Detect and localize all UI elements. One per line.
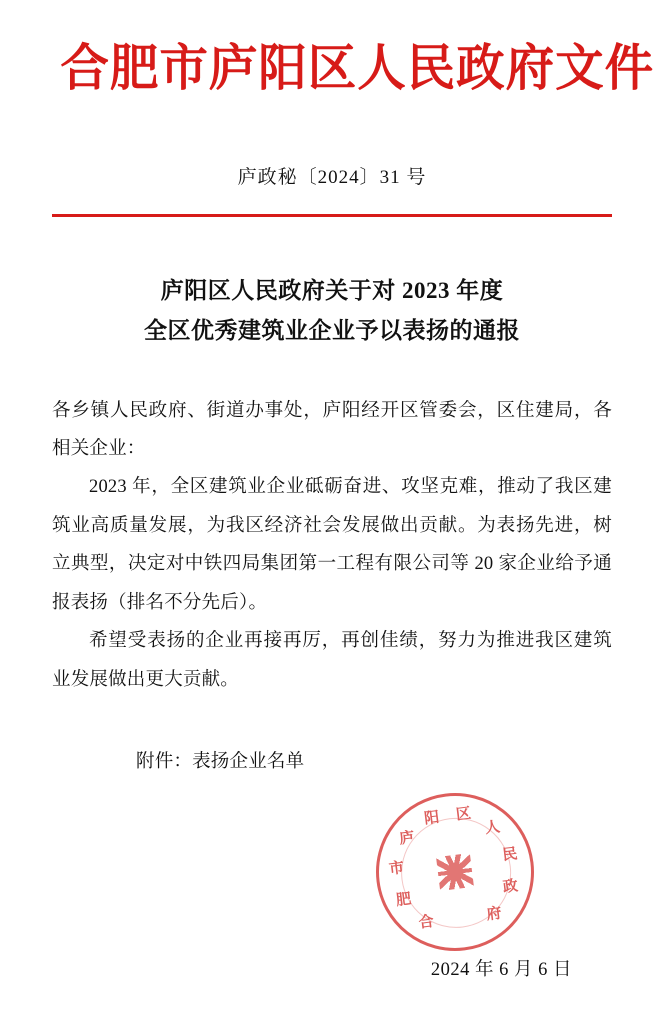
body-paragraph-closing: 希望受表扬的企业再接再厉，再创佳绩，努力为推进我区建筑业发展做出更大贡献。 bbox=[52, 631, 612, 690]
masthead bbox=[52, 38, 655, 97]
red-divider-rule bbox=[52, 214, 612, 217]
page-title bbox=[52, 271, 612, 352]
body-paragraph-addressees: 各乡镇人民政府、街道办事处，庐阳经开区管委会，区住建局，各相关企业： bbox=[52, 400, 612, 459]
document-number: 庐政秘〔2024〕31 号 bbox=[237, 167, 427, 188]
seal-text: 合 肥 市 庐 阳 区 人 民 政 府 bbox=[388, 805, 520, 932]
body-paragraph-main: 2023 年，全区建筑业企业砥砺奋进、攻坚克难，推动了我区建筑业高质量发展，为我区经济社会发展做出贡献。为表扬先进，树立典型，决定对中铁四局集团第一工程有限公司等 20 家企业给予通报表扬（排名不分先后）。 bbox=[52, 477, 612, 613]
page-title-line-1: 庐阳区人民政府关于对 2023 年度 bbox=[160, 278, 504, 303]
page-title-line-2: 全区优秀建筑业企业予以表扬的通报 bbox=[144, 318, 520, 344]
masthead-title: 合肥市庐阳区人民政府文件 bbox=[60, 38, 655, 97]
document-body bbox=[52, 392, 612, 700]
issue-date: 2024 年 6 月 6 日 bbox=[430, 960, 572, 980]
attachment-note: 附件：表扬企业名单 bbox=[136, 752, 305, 773]
signature-area bbox=[282, 769, 612, 989]
official-seal-icon bbox=[367, 784, 543, 960]
